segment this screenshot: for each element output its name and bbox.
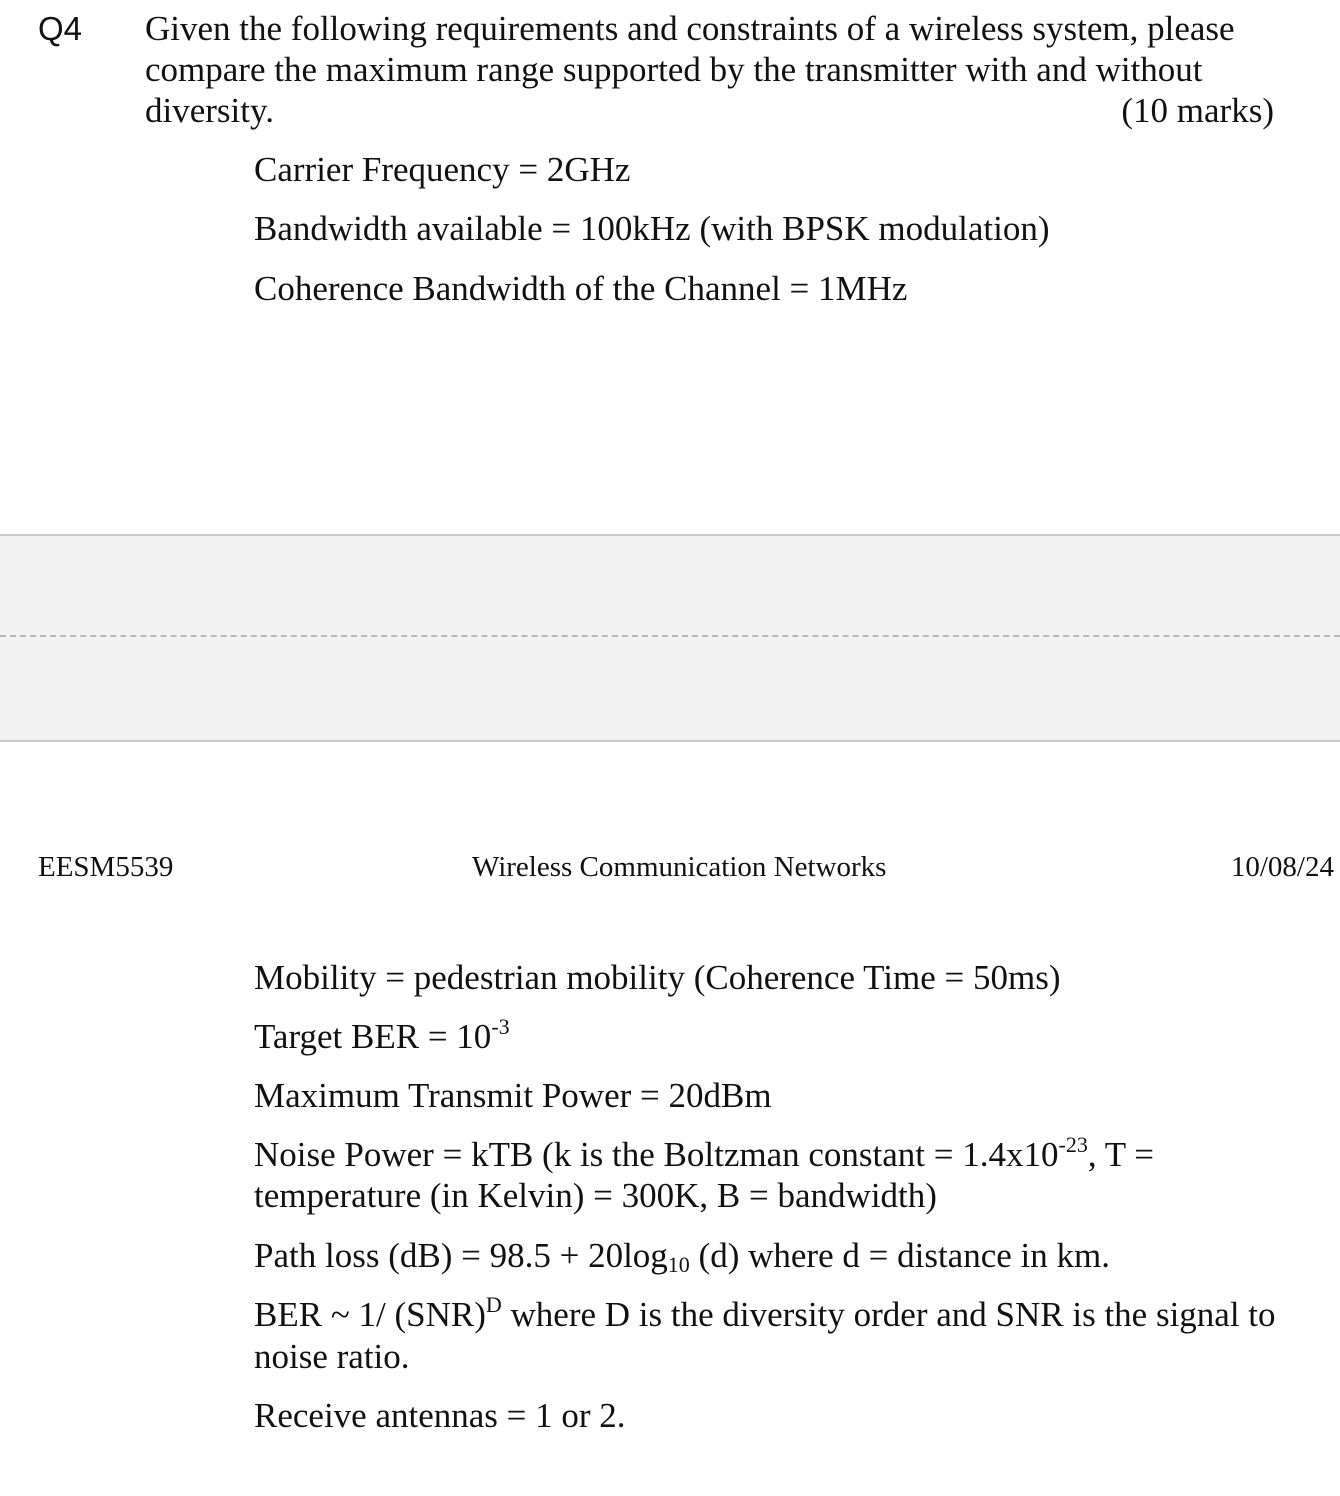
target-ber-exponent: -3	[491, 1014, 510, 1039]
requirement-mobility: Mobility = pedestrian mobility (Coherence Time = 50ms)	[254, 958, 1061, 997]
noise-power-text: Noise Power = kTB (k is the Boltzman constant = 1.4x10	[254, 1135, 1059, 1174]
diversity-exponent: D	[485, 1292, 502, 1317]
question-text-line-2: compare the maximum range supported by the transmitter with and without	[145, 50, 1203, 89]
question-marks: (10 marks)	[1121, 91, 1274, 130]
boltzmann-exponent: -23	[1058, 1132, 1088, 1157]
page-break	[0, 534, 1340, 742]
question-number: Q4	[38, 10, 83, 47]
requirement-coherence-bandwidth: Coherence Bandwidth of the Channel = 1MHz	[254, 269, 908, 308]
requirement-max-transmit-power: Maximum Transmit Power = 20dBm	[254, 1076, 772, 1115]
requirement-path-loss	[254, 1235, 1110, 1277]
question-text-line-3: diversity.	[145, 91, 274, 130]
question-text-line-1: Given the following requirements and constraints of a wireless system, please	[145, 9, 1235, 48]
ber-text-suffix: where D is the diversity order and SNR is the signal to	[501, 1295, 1276, 1334]
requirement-noise-power-line-2: temperature (in Kelvin) = 300K, B = bandwidth)	[254, 1176, 937, 1215]
noise-power-text-suffix: , T =	[1087, 1135, 1154, 1174]
path-loss-text-suffix: (d) where d = distance in km.	[689, 1236, 1110, 1275]
ber-text: BER ~ 1/ (SNR)	[254, 1295, 486, 1334]
path-loss-text: Path loss (dB) = 98.5 + 20log	[254, 1236, 668, 1275]
footer-course-title: Wireless Communication Networks	[472, 851, 887, 883]
requirement-target-ber	[254, 1016, 510, 1058]
target-ber-text: Target BER = 10	[254, 1017, 492, 1056]
requirement-bandwidth: Bandwidth available = 100kHz (with BPSK modulation)	[254, 209, 1050, 248]
requirement-ber-line-1	[254, 1294, 1276, 1336]
requirement-ber-line-2: noise ratio.	[254, 1337, 410, 1376]
log-base-subscript: 10	[667, 1252, 690, 1277]
requirement-receive-antennas: Receive antennas = 1 or 2.	[254, 1396, 626, 1435]
requirement-carrier-frequency: Carrier Frequency = 2GHz	[254, 150, 631, 189]
requirement-noise-power-line-1	[254, 1134, 1154, 1176]
footer-date: 10/08/24	[1230, 851, 1334, 883]
page-break-dashed-line	[0, 635, 1340, 637]
footer-course-code: EESM5539	[38, 851, 174, 883]
